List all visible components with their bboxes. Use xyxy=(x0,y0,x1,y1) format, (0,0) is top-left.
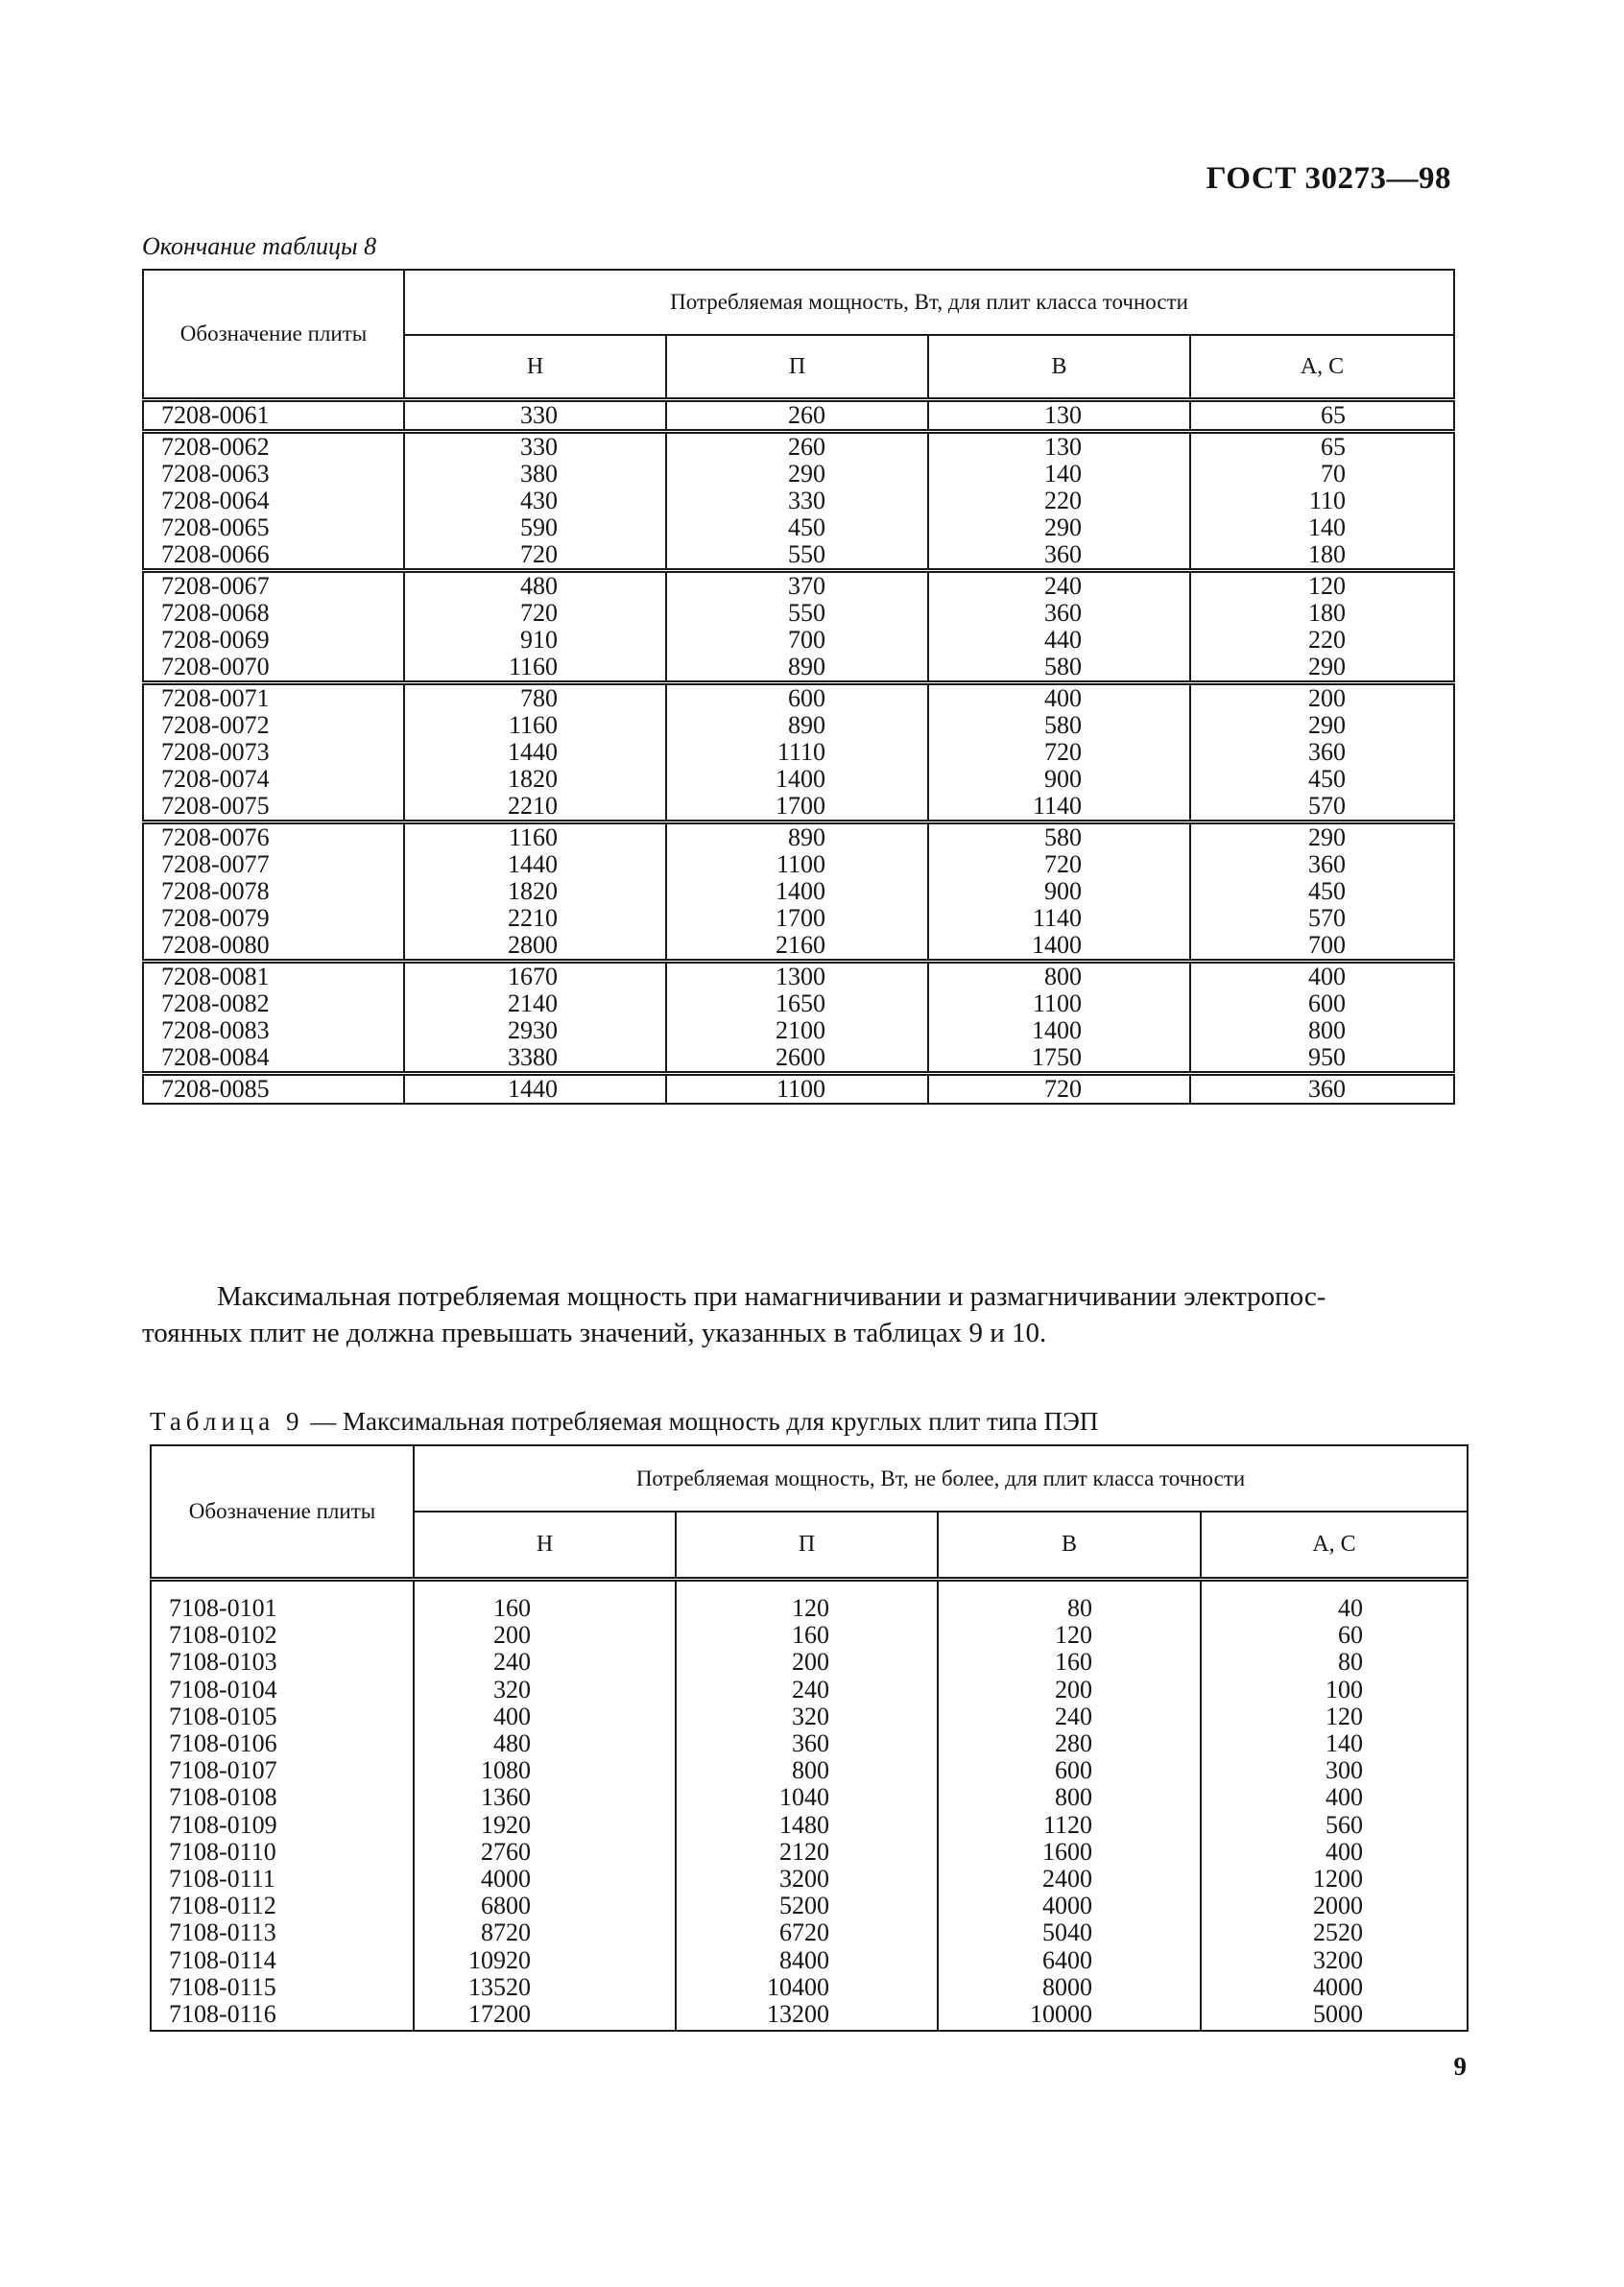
table9-class-v-value: 600 xyxy=(1055,1756,1092,1785)
table8-class-p-value: 700 xyxy=(788,626,825,654)
table9-class-p-value: 6720 xyxy=(779,1918,829,1947)
table8-class-v-value: 130 xyxy=(1044,433,1082,461)
table8-class-v-value: 440 xyxy=(1044,626,1082,654)
table9-class-v-cell xyxy=(938,1580,1201,2032)
table8-class-h-cell xyxy=(404,1074,666,1105)
table8-class-v-value: 580 xyxy=(1044,711,1082,739)
table8-plate-name-value: 7208-0063 xyxy=(161,460,270,488)
table9-class-h-value: 8720 xyxy=(481,1918,531,1947)
table9-plate-name-value: 7108-0101 xyxy=(169,1594,277,1622)
table8-plate-name-cell xyxy=(143,683,404,822)
table9-class-ac-value: 80 xyxy=(1338,1648,1364,1677)
table9-class-p-value: 320 xyxy=(792,1702,829,1730)
table8-plate-name-value: 7208-0074 xyxy=(161,765,270,793)
table8-class-ac-cell xyxy=(1190,822,1454,962)
table9-class-v-value: 4000 xyxy=(1042,1892,1092,1920)
table8 xyxy=(142,269,1455,1105)
table9-class-ac-value: 300 xyxy=(1325,1756,1364,1785)
table8-class-h-value: 480 xyxy=(520,572,558,600)
table9-class-ac-value: 3200 xyxy=(1313,1945,1364,1974)
table8-class-v-value: 240 xyxy=(1044,572,1082,600)
table9-class-v-value: 800 xyxy=(1055,1783,1092,1812)
table8-class-h-value: 720 xyxy=(520,599,558,627)
table9-class-p-value: 8400 xyxy=(779,1945,829,1974)
table8-class-h-value: 3380 xyxy=(508,1043,558,1071)
table8-plate-name-value: 7208-0069 xyxy=(161,626,270,654)
table9-class-v-value: 120 xyxy=(1055,1621,1092,1650)
table8-class-v-value: 400 xyxy=(1044,684,1082,712)
table8-class-p-value: 290 xyxy=(788,460,825,488)
table8-class-h-cell xyxy=(404,571,666,683)
table8-plate-name-value: 7208-0062 xyxy=(161,433,270,461)
table9-class-ac-value: 2000 xyxy=(1313,1892,1364,1920)
table9-class-ac-value: 2520 xyxy=(1313,1918,1364,1947)
table9 xyxy=(150,1444,1469,2032)
table9-class-h-value: 13520 xyxy=(468,1972,531,2001)
table9-class-v-header: В xyxy=(938,1512,1201,1580)
table8-class-h-header: Н xyxy=(404,335,666,400)
table8-class-ac-value: 450 xyxy=(1308,877,1347,905)
table8-class-v-value: 1400 xyxy=(1032,931,1082,959)
table9-class-v-value: 1600 xyxy=(1042,1837,1092,1866)
table8-class-p-value: 2160 xyxy=(776,931,825,959)
table9-class-h-value: 240 xyxy=(493,1648,531,1677)
table9-class-p-value: 1040 xyxy=(779,1783,829,1812)
table9-class-ac-value: 60 xyxy=(1338,1621,1364,1650)
table8-class-ac-value: 65 xyxy=(1321,433,1347,461)
table9-plate-name-value: 7108-0115 xyxy=(169,1972,276,2001)
table8-class-ac-value: 290 xyxy=(1308,823,1347,851)
table8-plate-name-value: 7208-0078 xyxy=(161,877,270,905)
table9-class-ac-value: 140 xyxy=(1325,1729,1364,1758)
table8-class-ac-cell xyxy=(1190,1074,1454,1105)
table8-class-p-cell xyxy=(666,683,928,822)
table8-plate-name-value: 7208-0081 xyxy=(161,963,270,990)
table9-class-p-value: 2120 xyxy=(779,1837,829,1866)
table9-class-p-value: 3200 xyxy=(779,1865,829,1894)
table8-class-v-value: 720 xyxy=(1044,1075,1082,1103)
table8-class-p-value: 330 xyxy=(788,487,825,514)
document-code: ГОСТ 30273—98 xyxy=(1206,161,1451,196)
table8-plate-name-value: 7208-0065 xyxy=(161,513,270,541)
table9-plate-name-value: 7108-0112 xyxy=(169,1892,276,1920)
table9-class-v-value: 6400 xyxy=(1042,1945,1092,1974)
table9-class-h-cell xyxy=(414,1580,676,2032)
table9-plate-name-value: 7108-0103 xyxy=(169,1648,277,1677)
table8-class-ac-value: 140 xyxy=(1308,513,1347,541)
table8-class-v-value: 1140 xyxy=(1032,904,1082,932)
table8-class-h-value: 1160 xyxy=(508,711,558,739)
table8-class-p-value: 370 xyxy=(788,572,825,600)
table8-class-v-value: 140 xyxy=(1044,460,1082,488)
table8-class-p-value: 890 xyxy=(788,823,825,851)
table9-class-ac-value: 100 xyxy=(1325,1675,1364,1703)
table8-class-h-cell xyxy=(404,822,666,962)
table8-class-p-value: 600 xyxy=(788,684,825,712)
table9-class-ac-value: 40 xyxy=(1338,1594,1364,1622)
table8-class-ac-cell xyxy=(1190,432,1454,571)
table8-class-ac-value: 290 xyxy=(1308,653,1347,680)
table8-class-ac-value: 950 xyxy=(1308,1043,1347,1071)
table8-class-ac-cell xyxy=(1190,571,1454,683)
page-number: 9 xyxy=(1453,2052,1467,2081)
table8-class-v-value: 720 xyxy=(1044,738,1082,766)
table8-plate-name-cell xyxy=(143,571,404,683)
table9-class-p-value: 5200 xyxy=(779,1892,829,1920)
table8-row-group xyxy=(143,962,1454,1074)
table8-plate-name-value: 7208-0064 xyxy=(161,487,270,514)
table8-class-h-value: 330 xyxy=(520,401,558,429)
table8-class-h-value: 2140 xyxy=(508,989,558,1017)
table9-class-ac-value: 120 xyxy=(1325,1702,1364,1730)
table8-class-p-header: П xyxy=(666,335,928,400)
paragraph-line-2: тоянных плит не должна превышать значений, указанных в таблицах 9 и 10. xyxy=(142,1318,1047,1348)
table8-class-ac-value: 800 xyxy=(1308,1016,1347,1044)
table8-class-ac-value: 360 xyxy=(1308,850,1347,878)
table8-class-h-value: 910 xyxy=(520,626,558,654)
table8-class-p-value: 260 xyxy=(788,433,825,461)
table9-class-h-value: 4000 xyxy=(481,1865,531,1894)
table9-class-h-value: 1360 xyxy=(481,1783,531,1812)
table8-class-p-value: 1100 xyxy=(776,1075,825,1103)
table9-class-ac-value: 5000 xyxy=(1313,2000,1364,2029)
table9-class-h-value: 480 xyxy=(493,1729,531,1758)
table8-class-ac-value: 450 xyxy=(1308,765,1347,793)
paragraph-line-1: Максимальная потребляемая мощность при намагничивании и размагничивании электропос- xyxy=(217,1281,1326,1312)
table8-row-group xyxy=(143,571,1454,683)
table8-class-ac-value: 220 xyxy=(1308,626,1347,654)
table8-class-ac-value: 570 xyxy=(1308,792,1347,820)
table8-class-h-cell xyxy=(404,432,666,571)
table8-plate-name-value: 7208-0073 xyxy=(161,738,270,766)
table8-class-ac-value: 110 xyxy=(1308,487,1347,514)
table8-class-h-value: 2210 xyxy=(508,904,558,932)
table8-class-v-value: 580 xyxy=(1044,653,1082,680)
table8-class-v-value: 1750 xyxy=(1032,1043,1082,1071)
table8-plate-name-cell xyxy=(143,400,404,432)
table8-class-v-value: 900 xyxy=(1044,877,1082,905)
table8-class-v-cell xyxy=(928,1074,1190,1105)
table8-class-v-value: 130 xyxy=(1044,401,1082,429)
table8-class-h-value: 590 xyxy=(520,513,558,541)
body-paragraph xyxy=(142,1278,1457,1351)
table8-class-v-value: 580 xyxy=(1044,823,1082,851)
table9-plate-name-value: 7108-0111 xyxy=(169,1865,275,1894)
table9-plate-name-value: 7108-0106 xyxy=(169,1729,277,1758)
table8-plate-name-value: 7208-0072 xyxy=(161,711,270,739)
table8-plate-name-value: 7208-0085 xyxy=(161,1075,270,1103)
table9-class-ac-value: 400 xyxy=(1325,1783,1364,1812)
table8-plate-name-cell xyxy=(143,962,404,1074)
table9-class-p-value: 800 xyxy=(792,1756,829,1785)
table8-class-v-value: 800 xyxy=(1044,963,1082,990)
table8-class-h-value: 430 xyxy=(520,487,558,514)
table9-class-v-value: 200 xyxy=(1055,1675,1092,1703)
table9-name-header: Обозначение плиты xyxy=(151,1445,414,1580)
table8-class-ac-value: 180 xyxy=(1308,599,1347,627)
table9-class-p-value: 1480 xyxy=(779,1810,829,1839)
table9-class-ac-value: 560 xyxy=(1325,1810,1364,1839)
table8-class-ac-value: 290 xyxy=(1308,711,1347,739)
table8-class-p-value: 890 xyxy=(788,653,825,680)
table8-class-v-value: 360 xyxy=(1044,540,1082,568)
table8-class-ac-value: 400 xyxy=(1308,963,1347,990)
table9-class-h-value: 17200 xyxy=(468,2000,531,2029)
table8-class-ac-value: 600 xyxy=(1308,989,1347,1017)
table8-class-p-value: 1700 xyxy=(776,904,825,932)
table8-class-v-value: 220 xyxy=(1044,487,1082,514)
table9-class-v-value: 10000 xyxy=(1030,2000,1092,2029)
table8-class-h-value: 1160 xyxy=(508,653,558,680)
table8-plate-name-value: 7208-0066 xyxy=(161,540,270,568)
table9-class-h-value: 320 xyxy=(493,1675,531,1703)
table8-class-ac-header: А, С xyxy=(1190,335,1454,400)
table9-plate-name-value: 7108-0107 xyxy=(169,1756,277,1785)
table9-class-h-value: 1080 xyxy=(481,1756,531,1785)
table8-class-h-cell xyxy=(404,683,666,822)
table9-class-ac-value: 400 xyxy=(1325,1837,1364,1866)
table9-class-p-value: 10400 xyxy=(767,1972,829,2001)
table9-caption-title: — Максимальная потребляемая мощность для круглых плит типа ПЭП xyxy=(310,1407,1099,1436)
table8-class-v-value: 360 xyxy=(1044,599,1082,627)
table9-class-ac-value: 1200 xyxy=(1313,1865,1364,1894)
table8-class-p-value: 1400 xyxy=(776,765,825,793)
table8-class-p-value: 1400 xyxy=(776,877,825,905)
table9-class-p-value: 13200 xyxy=(767,2000,829,2029)
table8-plate-name-value: 7208-0061 xyxy=(161,401,270,429)
table9-caption-label: Таблица 9 xyxy=(150,1407,304,1436)
table9-plate-name-value: 7108-0105 xyxy=(169,1702,277,1730)
table8-caption: Окончание таблицы 8 xyxy=(142,232,377,260)
table8-class-p-cell xyxy=(666,571,928,683)
table9-class-h-value: 1920 xyxy=(481,1810,531,1839)
table8-class-v-header: В xyxy=(928,335,1190,400)
table8-class-p-value: 550 xyxy=(788,599,825,627)
table9-plate-name-value: 7108-0108 xyxy=(169,1783,277,1812)
table9-class-p-value: 240 xyxy=(792,1675,829,1703)
table8-row-group xyxy=(143,432,1454,571)
table8-class-h-value: 1440 xyxy=(508,850,558,878)
table8-class-ac-value: 360 xyxy=(1308,738,1347,766)
table8-plate-name-value: 7208-0068 xyxy=(161,599,270,627)
table8-class-v-cell xyxy=(928,683,1190,822)
table8-class-p-value: 1700 xyxy=(776,792,825,820)
table9-class-p-value: 160 xyxy=(792,1621,829,1650)
table8-class-h-value: 1160 xyxy=(508,823,558,851)
table8-plate-name-value: 7208-0079 xyxy=(161,904,270,932)
table8-class-v-cell xyxy=(928,432,1190,571)
table8-class-h-value: 380 xyxy=(520,460,558,488)
table8-class-ac-value: 70 xyxy=(1321,460,1347,488)
table8-class-h-value: 780 xyxy=(520,684,558,712)
table9-plate-name-value: 7108-0114 xyxy=(169,1945,276,1974)
table8-plate-name-value: 7208-0080 xyxy=(161,931,270,959)
table8-class-v-cell xyxy=(928,400,1190,432)
table8-class-h-cell xyxy=(404,962,666,1074)
table8-class-h-value: 1820 xyxy=(508,877,558,905)
table8-group-header: Потребляемая мощность, Вт, для плит класса точности xyxy=(404,270,1454,335)
table9-class-h-value: 6800 xyxy=(481,1892,531,1920)
table8-plate-name-value: 7208-0070 xyxy=(161,653,270,680)
table9-class-ac-value: 4000 xyxy=(1313,1972,1364,2001)
table9-class-v-value: 8000 xyxy=(1042,1972,1092,2001)
table9-plate-name-value: 7108-0116 xyxy=(169,2000,276,2029)
table9-class-ac-header: А, С xyxy=(1201,1512,1468,1580)
table8-row-group xyxy=(143,683,1454,822)
table8-class-h-value: 2210 xyxy=(508,792,558,820)
table8-plate-name-value: 7208-0082 xyxy=(161,989,270,1017)
table9-class-p-value: 120 xyxy=(792,1594,829,1622)
table9-group-header: Потребляемая мощность, Вт, не более, для плит класса точности xyxy=(414,1445,1468,1512)
table8-plate-name-value: 7208-0077 xyxy=(161,850,270,878)
table9-plate-name-cell xyxy=(151,1580,414,2032)
table8-class-h-value: 2930 xyxy=(508,1016,558,1044)
table8-class-h-cell xyxy=(404,400,666,432)
table8-class-p-value: 450 xyxy=(788,513,825,541)
table9-plate-name-value: 7108-0109 xyxy=(169,1810,277,1839)
table8-class-ac-cell xyxy=(1190,400,1454,432)
table9-class-p-value: 200 xyxy=(792,1648,829,1677)
table9-plate-name-value: 7108-0113 xyxy=(169,1918,276,1947)
table9-class-ac-cell xyxy=(1201,1580,1468,2032)
table9-class-h-value: 400 xyxy=(493,1702,531,1730)
table8-plate-name-value: 7208-0084 xyxy=(161,1043,270,1071)
table8-plate-name-value: 7208-0083 xyxy=(161,1016,270,1044)
table8-class-p-value: 2100 xyxy=(776,1016,825,1044)
table8-class-h-value: 1440 xyxy=(508,1075,558,1103)
table9-class-h-header: Н xyxy=(414,1512,676,1580)
table8-class-v-value: 1400 xyxy=(1032,1016,1082,1044)
table9-class-v-value: 240 xyxy=(1055,1702,1092,1730)
table8-class-p-cell xyxy=(666,1074,928,1105)
table8-plate-name-value: 7208-0076 xyxy=(161,823,270,851)
table8-class-ac-value: 360 xyxy=(1308,1075,1347,1103)
table8-class-p-cell xyxy=(666,400,928,432)
table9-class-p-value: 360 xyxy=(792,1729,829,1758)
table8-class-v-value: 1140 xyxy=(1032,792,1082,820)
table9-class-v-value: 1120 xyxy=(1042,1810,1092,1839)
table8-class-ac-value: 700 xyxy=(1308,931,1347,959)
table8-class-h-value: 1440 xyxy=(508,738,558,766)
table8-class-p-cell xyxy=(666,822,928,962)
table8-class-ac-value: 200 xyxy=(1308,684,1347,712)
table8-class-h-value: 1820 xyxy=(508,765,558,793)
table9-class-v-value: 80 xyxy=(1067,1594,1092,1622)
table8-plate-name-value: 7208-0071 xyxy=(161,684,270,712)
table8-class-p-value: 1100 xyxy=(776,850,825,878)
table8-class-p-value: 1110 xyxy=(776,738,825,766)
table8-class-ac-value: 65 xyxy=(1321,401,1347,429)
table8-class-p-value: 1650 xyxy=(776,989,825,1017)
table8-class-h-value: 720 xyxy=(520,540,558,568)
table9-class-p-header: П xyxy=(676,1512,938,1580)
table9-class-h-value: 160 xyxy=(493,1594,531,1622)
table8-class-ac-value: 120 xyxy=(1308,572,1347,600)
table9-class-h-value: 200 xyxy=(493,1621,531,1650)
table8-class-v-cell xyxy=(928,962,1190,1074)
table8-class-ac-cell xyxy=(1190,683,1454,822)
table8-class-p-cell xyxy=(666,962,928,1074)
table8-plate-name-value: 7208-0075 xyxy=(161,792,270,820)
table8-row-group xyxy=(143,1074,1454,1105)
table8-class-h-value: 2800 xyxy=(508,931,558,959)
table8-class-p-value: 2600 xyxy=(776,1043,825,1071)
table8-class-p-value: 890 xyxy=(788,711,825,739)
table8-class-v-cell xyxy=(928,822,1190,962)
table9-class-h-value: 10920 xyxy=(468,1945,531,1974)
table9-plate-name-value: 7108-0102 xyxy=(169,1621,277,1650)
table8-name-header: Обозначение плиты xyxy=(143,270,404,400)
table9-class-v-value: 2400 xyxy=(1042,1865,1092,1894)
table8-row-group xyxy=(143,822,1454,962)
table9-row-group xyxy=(151,1580,1468,2032)
table8-plate-name-cell xyxy=(143,1074,404,1105)
table8-class-v-cell xyxy=(928,571,1190,683)
table9-caption xyxy=(150,1407,1098,1437)
table9-class-v-value: 280 xyxy=(1055,1729,1092,1758)
table8-class-p-value: 550 xyxy=(788,540,825,568)
table8-class-v-value: 720 xyxy=(1044,850,1082,878)
table9-plate-name-value: 7108-0104 xyxy=(169,1675,277,1703)
table8-class-ac-cell xyxy=(1190,962,1454,1074)
table8-plate-name-cell xyxy=(143,432,404,571)
table8-class-p-value: 1300 xyxy=(776,963,825,990)
table8-class-ac-value: 570 xyxy=(1308,904,1347,932)
table8-class-v-value: 290 xyxy=(1044,513,1082,541)
table8-class-v-value: 1100 xyxy=(1032,989,1082,1017)
table8-class-h-value: 330 xyxy=(520,433,558,461)
table8-class-p-cell xyxy=(666,432,928,571)
table8-class-h-value: 1670 xyxy=(508,963,558,990)
table9-class-v-value: 5040 xyxy=(1042,1918,1092,1947)
table8-plate-name-cell xyxy=(143,822,404,962)
table8-row-group xyxy=(143,400,1454,432)
table8-class-v-value: 900 xyxy=(1044,765,1082,793)
table8-class-p-value: 260 xyxy=(788,401,825,429)
table9-plate-name-value: 7108-0110 xyxy=(169,1837,276,1866)
table8-class-ac-value: 180 xyxy=(1308,540,1347,568)
table9-class-v-value: 160 xyxy=(1055,1648,1092,1677)
table8-plate-name-value: 7208-0067 xyxy=(161,572,270,600)
table9-class-p-cell xyxy=(676,1580,938,2032)
table9-class-h-value: 2760 xyxy=(481,1837,531,1866)
